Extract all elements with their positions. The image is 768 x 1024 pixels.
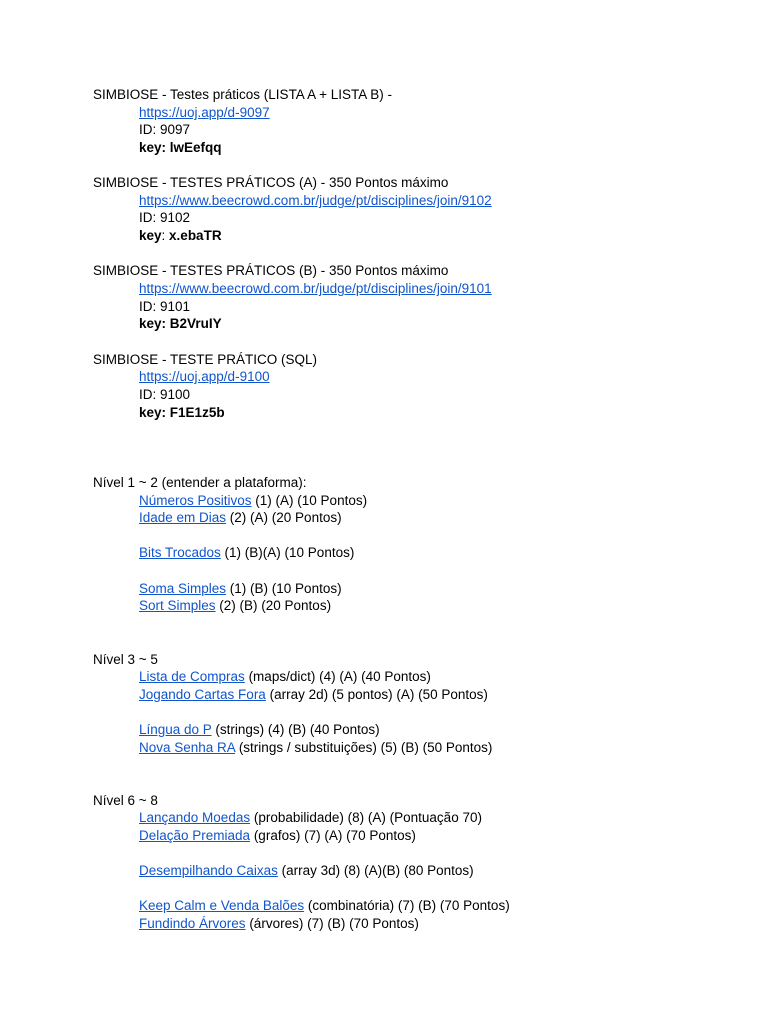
problem-link[interactable]: Fundindo Árvores (139, 916, 246, 931)
problem-link[interactable]: Números Positivos (139, 493, 252, 508)
problem-item (139, 897, 510, 914)
problem-detail: (1) (B) (10 Pontos) (226, 581, 342, 596)
problem-item (139, 827, 416, 844)
platform-link-line (139, 368, 270, 385)
key-value: B2VruIY (169, 316, 222, 331)
problem-link[interactable]: Nova Senha RA (139, 740, 236, 755)
level-heading: Nível 1 ~ 2 (entender a plataforma): (93, 475, 307, 490)
problem-item (139, 597, 331, 614)
platform-key: key: x.ebaTR (139, 228, 222, 243)
platform-title: SIMBIOSE - TESTE PRÁTICO (SQL) (93, 352, 318, 367)
problem-link[interactable]: Soma Simples (139, 581, 227, 596)
key-value: F1E1z5b (169, 405, 225, 420)
problem-link[interactable]: Keep Calm e Venda Balões (139, 898, 305, 913)
problem-detail: (2) (A) (20 Pontos) (226, 510, 342, 525)
platform-link-line (139, 280, 492, 297)
key-label: key (139, 228, 162, 243)
problem-detail: (array 2d) (5 pontos) (A) (50 Pontos) (265, 687, 488, 702)
problem-detail: (grafos) (7) (A) (70 Pontos) (250, 828, 416, 843)
problem-item (139, 721, 380, 738)
platform-link[interactable]: https://www.beecrowd.com.br/judge/pt/disciplines/join/9101 (139, 281, 492, 296)
problem-detail: (2) (B) (20 Pontos) (215, 598, 332, 613)
problem-detail: (probabilidade) (8) (A) (Pontuação 70) (250, 810, 482, 825)
problem-detail: (array 3d) (8) (A)(B) (80 Pontos) (277, 863, 474, 878)
platform-key (139, 404, 225, 421)
platform-title: SIMBIOSE - TESTES PRÁTICOS (B) - 350 Pontos máximo (93, 263, 449, 278)
problem-detail: (combinatória) (7) (B) (70 Pontos) (304, 898, 510, 913)
key-label: key: (139, 316, 167, 331)
platform-link-line (139, 192, 492, 209)
key-value: lwEefqq (169, 140, 222, 155)
platform-link[interactable]: https://uoj.app/d-9100 (139, 369, 270, 384)
problem-item (139, 862, 474, 879)
problem-detail: (árvores) (7) (B) (70 Pontos) (245, 916, 419, 931)
problem-link[interactable]: Bits Trocados (139, 545, 221, 560)
platform-link-line (139, 104, 270, 121)
key-label: key: (139, 140, 167, 155)
problem-detail: (1) (A) (10 Pontos) (251, 493, 368, 508)
problem-link[interactable]: Língua do P (139, 722, 212, 737)
problem-item (139, 809, 482, 826)
platform-link[interactable]: https://www.beecrowd.com.br/judge/pt/disciplines/join/9102 (139, 193, 492, 208)
platform-id: ID: 9097 (139, 122, 191, 137)
problem-link[interactable]: Desempilhando Caixas (139, 863, 278, 878)
level-heading: Nível 3 ~ 5 (93, 652, 158, 667)
problem-link[interactable]: Sort Simples (139, 598, 216, 613)
problem-item (139, 544, 354, 561)
problem-link[interactable]: Jogando Cartas Fora (139, 687, 266, 702)
problem-detail: (maps/dict) (4) (A) (40 Pontos) (244, 669, 431, 684)
problem-link[interactable]: Lançando Moedas (139, 810, 251, 825)
problem-item (139, 915, 419, 932)
platform-id: ID: 9102 (139, 210, 191, 225)
platform-key (139, 139, 222, 156)
platform-link[interactable]: https://uoj.app/d-9097 (139, 105, 270, 120)
problem-item (139, 739, 492, 756)
problem-link[interactable]: Delação Premiada (139, 828, 251, 843)
problem-link[interactable]: Lista de Compras (139, 669, 245, 684)
problem-item (139, 686, 488, 703)
problem-item (139, 668, 431, 685)
level-heading: Nível 6 ~ 8 (93, 793, 158, 808)
problem-item (139, 580, 342, 597)
problem-item (139, 492, 367, 509)
platform-id: ID: 9101 (139, 299, 191, 314)
problem-item (139, 509, 342, 526)
problem-detail: (strings) (4) (B) (40 Pontos) (211, 722, 380, 737)
platform-title: SIMBIOSE - TESTES PRÁTICOS (A) - 350 Pontos máximo (93, 175, 449, 190)
problem-detail: (strings / substituições) (5) (B) (50 Pontos) (235, 740, 493, 755)
problem-link[interactable]: Idade em Dias (139, 510, 227, 525)
platform-key (139, 315, 222, 332)
platform-title: SIMBIOSE - Testes práticos (LISTA A + LISTA B) - (93, 87, 392, 102)
problem-detail: (1) (B)(A) (10 Pontos) (220, 545, 355, 560)
platform-id: ID: 9100 (139, 387, 191, 402)
key-label: key: (139, 405, 167, 420)
key-value: x.ebaTR (169, 228, 222, 243)
